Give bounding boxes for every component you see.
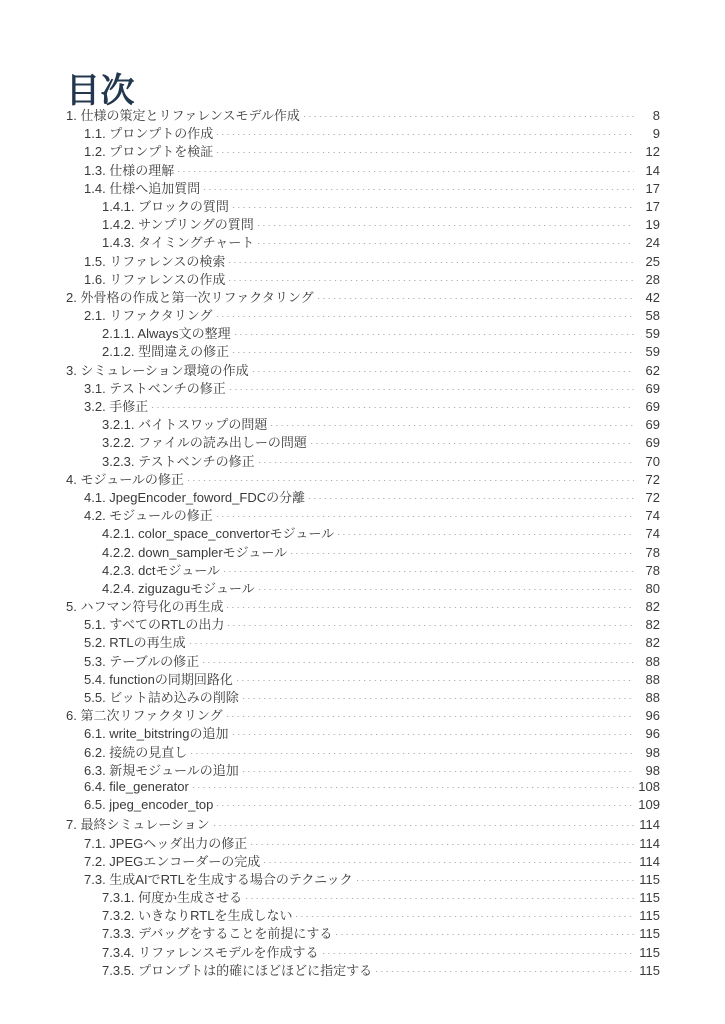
toc-dot-leader (243, 689, 634, 702)
toc-entry[interactable] (0, 723, 725, 741)
toc-entry[interactable] (0, 287, 725, 305)
toc-entry[interactable] (0, 141, 725, 159)
toc-entry-label: 5.1. すべてのRTLの出力 (84, 617, 225, 633)
toc-entry-label: 7.1. JPEGヘッダ出力の修正 (84, 835, 248, 851)
toc-entry-page-number: 88 (645, 653, 660, 669)
toc-dot-leader (271, 416, 634, 429)
toc-entry-label: 4.2. モジュールの修正 (84, 508, 213, 524)
toc-entry-page-number: 115 (639, 908, 660, 924)
toc-dot-leader (233, 198, 634, 211)
toc-entry-label: 2.1.1. Always文の整理 (102, 326, 231, 342)
toc-entry[interactable] (0, 196, 725, 214)
toc-dot-leader (264, 853, 634, 866)
toc-entry[interactable] (0, 923, 725, 941)
toc-dot-leader (188, 471, 634, 484)
toc-entry-label: 7.3. 生成AIでRTLを生成する場合のテクニック (84, 871, 353, 887)
toc-entry[interactable] (0, 960, 725, 978)
toc-entry[interactable] (0, 505, 725, 523)
toc-entry[interactable] (0, 214, 725, 232)
toc-entry[interactable] (0, 523, 725, 541)
toc-entry-label: 3.1. テストベンチの修正 (84, 380, 226, 396)
toc-dot-leader (259, 453, 634, 466)
toc-entry-page-number: 80 (645, 580, 660, 596)
toc-dot-leader (237, 671, 634, 684)
toc-entry[interactable] (0, 323, 725, 341)
toc-entry-page-number: 72 (645, 471, 660, 487)
toc-entry[interactable] (0, 887, 725, 905)
toc-entry-page-number: 88 (645, 671, 660, 687)
toc-entry[interactable] (0, 251, 725, 269)
toc-entry-label: 3.2.2. ファイルの読み出しーの問題 (102, 435, 307, 451)
toc-entry[interactable] (0, 105, 725, 123)
toc-entry-page-number: 78 (645, 544, 660, 560)
toc-entry[interactable] (0, 160, 725, 178)
toc-dot-leader (233, 343, 634, 356)
toc-entry-page-number: 78 (645, 562, 660, 578)
toc-entry-label: 5.5. ビット詰め込みの削除 (84, 690, 239, 705)
toc-entry-label: 5. ハフマン符号化の再生成 (66, 599, 224, 615)
toc-entry-label: 1. 仕様の策定とリファレンスモデル作成 (66, 108, 300, 123)
toc-entry[interactable] (0, 833, 725, 851)
toc-entry-page-number: 72 (645, 489, 660, 505)
toc-entry-page-number: 82 (645, 635, 660, 651)
toc-entry-page-number: 82 (645, 617, 660, 633)
toc-entry[interactable] (0, 596, 725, 614)
toc-entry-page-number: 9 (652, 126, 660, 142)
toc-dot-leader (224, 562, 634, 575)
toc-entry-label: 7. 最終シミュレーション (66, 817, 210, 833)
toc-entry-label: 3.2.3. テストベンチの修正 (102, 453, 255, 469)
toc-entry-label: 3. シミュレーション環境の作成 (66, 362, 249, 378)
toc-dot-leader (251, 835, 634, 848)
page-title: 目次 (66, 71, 135, 110)
toc-entry-label: 6. 第二次リファクタリング (66, 708, 223, 724)
toc-entry-page-number: 58 (645, 308, 660, 324)
toc-entry[interactable] (0, 778, 725, 796)
toc-entry[interactable] (0, 760, 725, 778)
toc-entry-label: 1.2. プロンプトを検証 (84, 144, 214, 160)
toc-entry[interactable] (0, 451, 725, 469)
toc-entry-label: 1.1. プロンプトの作成 (84, 126, 214, 142)
toc-dot-leader (296, 907, 634, 920)
toc-entry[interactable] (0, 414, 725, 432)
toc-entry-label: 6.4. file_generator (84, 778, 189, 794)
toc-entry-page-number: 69 (645, 399, 660, 414)
toc-dot-leader (230, 380, 634, 393)
toc-entry-label: 4.2.3. dctモジュール (102, 562, 220, 578)
toc-entry-label: 2.1.2. 型間違えの修正 (102, 344, 230, 360)
toc-entry-page-number: 70 (645, 453, 660, 469)
toc-entry-page-number: 69 (645, 417, 660, 433)
toc-entry-page-number: 114 (639, 853, 660, 869)
toc-dot-leader (258, 234, 634, 247)
toc-entry-page-number: 59 (645, 326, 660, 342)
toc-entry[interactable] (0, 705, 725, 723)
toc-entry-label: 6.3. 新規モジュールの追加 (84, 762, 239, 778)
toc-entry-label: 4.1. JpegEncoder_foword_FDCの分離 (84, 489, 306, 505)
toc-entry-label: 1.5. リファレンスの検索 (84, 253, 226, 269)
toc-dot-leader (227, 598, 634, 611)
toc-entry[interactable] (0, 178, 725, 196)
toc-dot-leader (217, 143, 634, 156)
toc-entry[interactable] (0, 560, 725, 578)
toc-dot-leader (227, 707, 634, 720)
toc-dot-leader (214, 816, 634, 829)
toc-dot-leader (178, 162, 634, 175)
toc-dot-leader (311, 434, 634, 447)
toc-entry[interactable] (0, 378, 725, 396)
toc-entry-label: 4.2.4. ziguzaguモジュール (102, 580, 255, 596)
toc-entry-label: 7.3.2. いきなりRTLを生成しない (102, 908, 293, 924)
toc-entry-label: 4.2.2. down_samplerモジュール (102, 544, 288, 560)
toc-dot-leader (304, 107, 634, 120)
toc-entry-label: 5.4. functionの同期回路化 (84, 671, 233, 687)
toc-entry[interactable] (0, 305, 725, 323)
toc-entry-page-number: 88 (645, 690, 660, 705)
toc-entry-label: 5.2. RTLの再生成 (84, 635, 186, 651)
toc-dot-leader (229, 253, 634, 266)
toc-entry-label: 2.1. リファクタリング (84, 308, 213, 324)
toc-entry[interactable] (0, 869, 725, 887)
toc-dot-leader (259, 580, 634, 593)
toc-dot-leader (338, 525, 634, 538)
toc-entry-label: 3.2. 手修正 (84, 399, 149, 414)
toc-entry-label: 1.4.3. タイミングチャート (102, 235, 255, 251)
toc-entry[interactable] (0, 341, 725, 359)
toc-entry-page-number: 109 (638, 797, 660, 813)
toc-entry[interactable] (0, 542, 725, 560)
toc-entry-page-number: 115 (639, 962, 660, 978)
toc-dot-leader (323, 944, 634, 957)
toc-entry-label: 1.4.1. ブロックの質問 (102, 198, 229, 214)
toc-entry-page-number: 59 (645, 344, 660, 360)
toc-entry-label: 1.4.2. サンプリングの質問 (102, 217, 254, 233)
toc-entry-page-number: 12 (645, 144, 660, 160)
toc-entry[interactable] (0, 578, 725, 596)
toc-entry[interactable] (0, 269, 725, 287)
toc-entry[interactable] (0, 632, 725, 650)
toc-dot-leader (190, 634, 634, 647)
toc-dot-leader (253, 362, 634, 375)
toc-dot-leader (217, 796, 634, 809)
toc-entry-label: 7.3.5. プロンプトは的確にほどほどに指定する (102, 962, 373, 978)
toc-entry-label: 1.3. 仕様の理解 (84, 162, 175, 178)
toc-entry-page-number: 74 (645, 508, 660, 524)
toc-dot-leader (204, 180, 634, 193)
toc-entry-page-number: 115 (639, 871, 660, 887)
toc-entry-label: 6.1. write_bitstringの追加 (84, 726, 229, 742)
toc-entry-page-number: 114 (639, 817, 660, 833)
toc-entry[interactable] (0, 360, 725, 378)
toc-entry-label: 4. モジュールの修正 (66, 471, 184, 487)
toc-entry-page-number: 115 (639, 890, 660, 906)
toc-dot-leader (258, 216, 634, 229)
toc-entry-label: 3.2.1. バイトスワップの問題 (102, 417, 268, 433)
toc-entry-page-number: 14 (645, 162, 660, 178)
toc-entry[interactable] (0, 905, 725, 923)
toc-dot-leader (336, 925, 634, 938)
toc-entry-label: 1.6. リファレンスの作成 (84, 271, 226, 287)
toc-dot-leader (228, 616, 634, 629)
toc-entry[interactable] (0, 651, 725, 669)
toc-entry-page-number: 17 (645, 198, 660, 214)
toc-entry-page-number: 114 (639, 835, 660, 851)
toc-entry-page-number: 82 (645, 599, 660, 615)
toc-entry-label: 4.2.1. color_space_convertorモジュール (102, 526, 335, 542)
toc-dot-leader (217, 307, 634, 320)
toc-entry-page-number: 25 (645, 253, 660, 269)
toc-dot-leader (217, 125, 634, 138)
toc-entry[interactable] (0, 123, 725, 141)
toc-entry[interactable] (0, 396, 725, 414)
toc-dot-leader (193, 778, 634, 791)
toc-dot-leader (309, 489, 634, 502)
toc-entry[interactable] (0, 432, 725, 450)
toc-entry-page-number: 24 (645, 235, 660, 251)
toc-dot-leader (217, 507, 634, 520)
toc-entry-label: 2. 外骨格の作成と第一次リファクタリング (66, 289, 314, 305)
toc-entry-page-number: 69 (645, 380, 660, 396)
toc-entry[interactable] (0, 942, 725, 960)
toc-entry-label: 7.3.4. リファレンスモデルを作成する (102, 944, 319, 960)
toc-entry[interactable] (0, 851, 725, 869)
toc-dot-leader (203, 653, 634, 666)
toc-entry[interactable] (0, 814, 725, 832)
toc-entry-page-number: 42 (645, 289, 660, 305)
toc-entry-page-number: 98 (645, 744, 660, 760)
toc-entry-label: 1.4. 仕様へ追加質問 (84, 180, 201, 196)
toc-dot-leader (235, 325, 634, 338)
toc-dot-leader (191, 744, 634, 757)
toc-entry[interactable] (0, 614, 725, 632)
toc-entry[interactable] (0, 669, 725, 687)
toc-entry-page-number: 28 (645, 271, 660, 287)
toc-entry-page-number: 8 (652, 108, 660, 123)
toc-entry-label: 7.3.1. 何度か生成させる (102, 890, 243, 906)
toc-dot-leader (243, 762, 634, 775)
toc-entry-label: 6.2. 接続の見直し (84, 744, 188, 760)
toc-entry-page-number: 98 (645, 762, 660, 778)
toc-entry-page-number: 69 (645, 435, 660, 451)
toc-dot-leader (318, 289, 634, 302)
toc-entry-page-number: 108 (638, 778, 660, 794)
toc-list (0, 105, 725, 978)
toc-dot-leader (246, 889, 634, 902)
toc-entry[interactable] (0, 487, 725, 505)
toc-entry-page-number: 62 (645, 362, 660, 378)
toc-entry-page-number: 19 (645, 217, 660, 233)
toc-entry-page-number: 115 (639, 926, 660, 942)
toc-entry-page-number: 115 (639, 944, 660, 960)
toc-entry[interactable] (0, 469, 725, 487)
toc-entry-label: 7.3.3. デバッグをすることを前提にする (102, 926, 333, 942)
toc-entry-page-number: 96 (645, 726, 660, 742)
toc-entry[interactable] (0, 796, 725, 814)
toc-entry[interactable] (0, 232, 725, 250)
toc-dot-leader (152, 398, 634, 411)
toc-entry[interactable] (0, 742, 725, 760)
toc-entry-page-number: 74 (645, 526, 660, 542)
toc-dot-leader (233, 725, 635, 738)
toc-entry[interactable] (0, 687, 725, 705)
toc-entry-label: 7.2. JPEGエンコーダーの完成 (84, 853, 261, 869)
toc-entry-page-number: 17 (645, 180, 660, 196)
toc-entry-label: 6.5. jpeg_encoder_top (84, 797, 214, 813)
toc-entry-label: 5.3. テーブルの修正 (84, 653, 200, 669)
toc-dot-leader (357, 871, 634, 884)
toc-dot-leader (291, 544, 634, 557)
toc-entry-page-number: 96 (645, 708, 660, 724)
toc-dot-leader (229, 271, 634, 284)
toc-dot-leader (376, 962, 634, 975)
